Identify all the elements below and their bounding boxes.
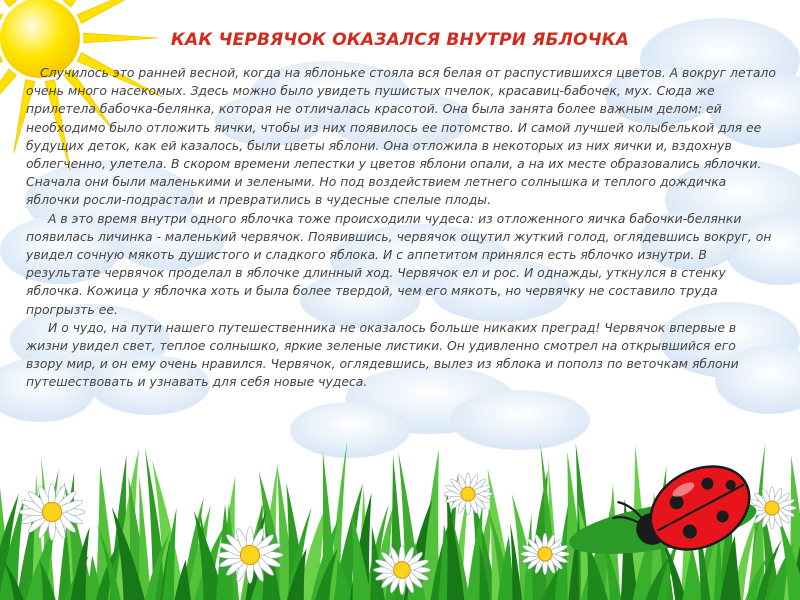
paragraph: А в это время внутри одного яблочка тоже происходили чудеса: из отложенного яичка бабочки-белянки появилась личинка - маленький червячок. Появившись, червячок ощутил жуткий голод, оглядевшись вокруг, он увидел сочную мякоть душистого и сладкого яблока. И с аппетитом принялся есть яблочко изнутри. В результате червячок проделал в яблочке длинный ход. Червячок ел и рос. И однажды, уткнулся в стенку яблочка. Кожица у яблочка хоть и была более твердой, чем его мякоть, но червячку не составило труда прогрызть ее.	[26, 210, 772, 317]
page-title: КАК ЧЕРВЯЧОК ОКАЗАЛСЯ ВНУТРИ ЯБЛОЧКА	[170, 30, 630, 50]
daisy-icon	[521, 533, 569, 575]
paragraph: Случилось это ранней весной, когда на яблоньке стояла вся белая от распустившихся цветов. А вокруг летало очень много насекомых. Здесь можно было увидеть пушистых пчелок, красавиц-бабочек, мух. Сюда же прилетела бабочка-белянка, которая не отличалась красотой. Она была занята более важным делом: ей необходимо было отложить яички, чтобы из них появилось ее потомство. И самой лучшей колыбелькой для ее будущих деток, как ей казалось, были цветы яблони. Она отложила в некоторых из них яички и, вздохнув облегченно, улетела. В скором времени лепестки у цветов яблони опали, а на их месте образовались яблочки. Сначала они были маленькими и зелеными. Но под воздействием летнего солнышка и теплого дождичка яблочки росли-подрастали и превратились в чудесные спелые плоды.	[26, 65, 776, 208]
daisy-icon	[217, 527, 283, 584]
daisy-icon	[373, 545, 430, 594]
paragraph: И о чудо, на пути нашего путешественника не оказалось больше никаких преград! Червячок впервые в жизни увидел свет, теплое солнышко, яркие зеленые листики. Он удивленно смотрел на открывшийся его взору мир, и он ему очень нравился. Червячок, оглядевшись, вылез из яблока и пополз по веточкам яблони путешествовать и узнавать для себя новые чудеса.	[26, 319, 739, 390]
daisy-icon	[444, 473, 492, 515]
daisy-icon	[19, 484, 85, 541]
